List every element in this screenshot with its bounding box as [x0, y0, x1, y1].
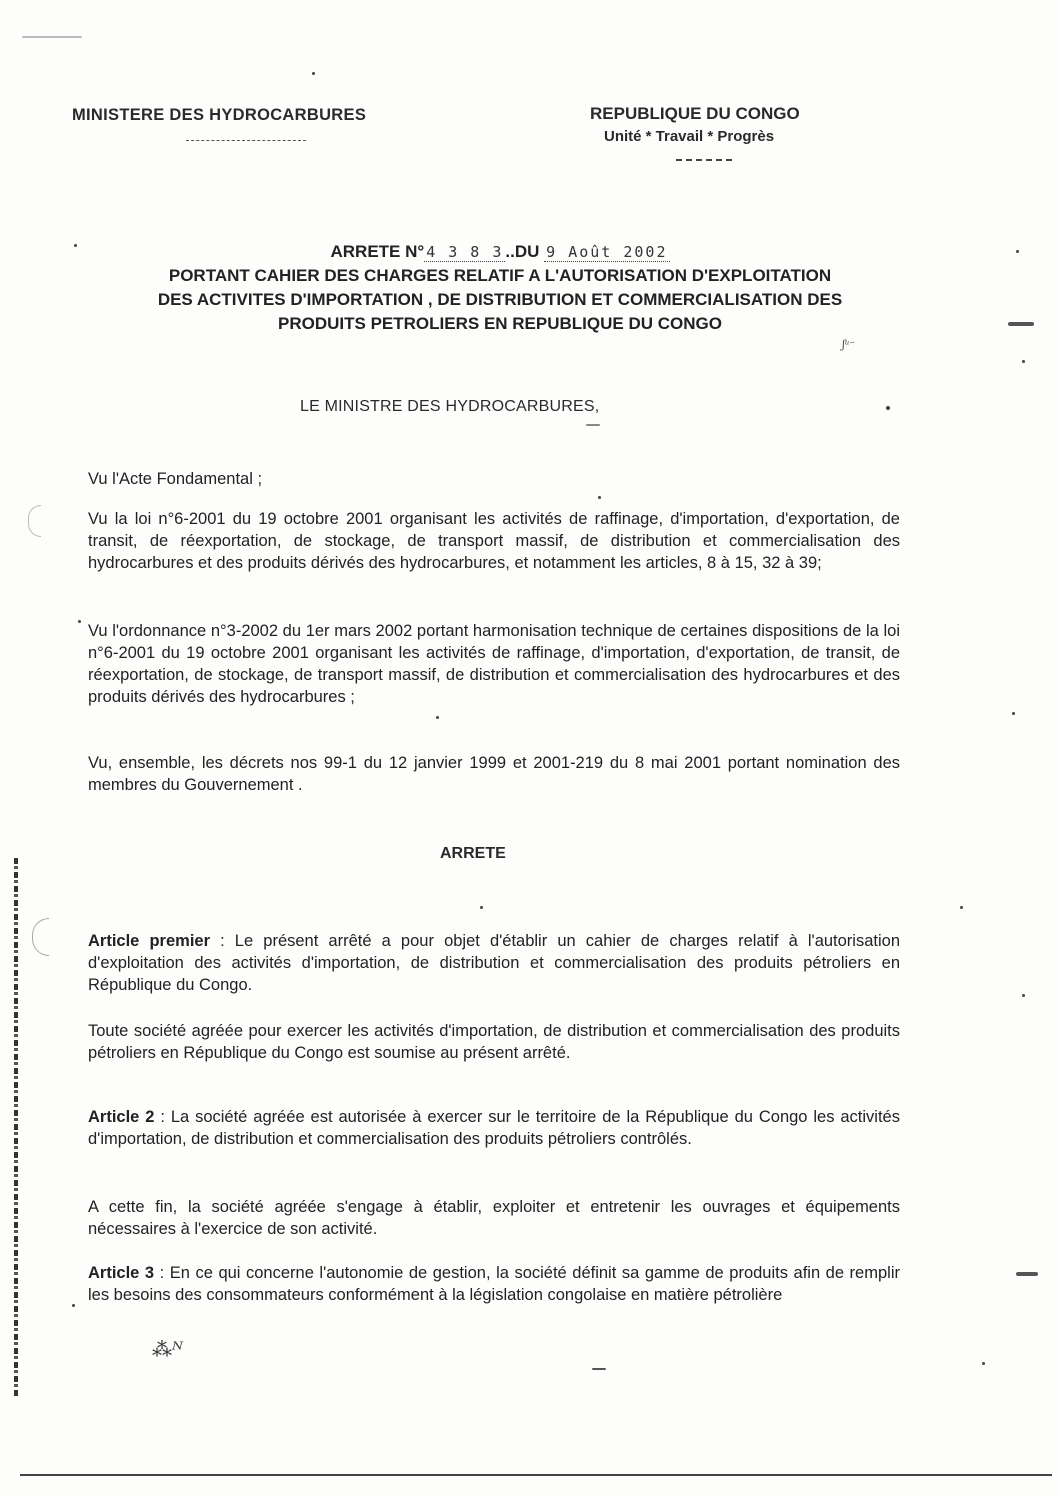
minister-heading: LE MINISTRE DES HYDROCARBURES,: [300, 398, 600, 415]
scan-speck: [982, 1362, 985, 1365]
title-line-1: PORTANT CAHIER DES CHARGES RELATIF A L'AUTORISATION D'EXPLOITATION: [168, 266, 832, 285]
article-premier: [88, 930, 900, 996]
scan-bracket-mark-2: [28, 505, 41, 537]
article-label: Article premier: [88, 932, 210, 950]
scan-speck: [1022, 360, 1025, 363]
margin-scribble: ʃᵘ⁻: [842, 338, 856, 351]
scan-speck: [74, 244, 77, 247]
handwritten-initials: ⁂ᴺ: [152, 1337, 184, 1361]
arrete-heading: ARRETE: [440, 845, 506, 862]
scan-speck: [886, 406, 890, 410]
du-label: DU: [514, 242, 540, 261]
scan-bracket-mark: [32, 918, 49, 956]
visa-3: Vu l'ordonnance n°3-2002 du 1er mars 2002 portant harmonisation technique de certaines dispositions de la loi n°6-2001 du 19 octobre 2001 organisant les activités de raffinage, d'importation, d'exportation, de transit, de réexportation, de stockage, de transport massif, de distribution et commercialisation des hydrocarbures et des produits dérivés des hydrocarbures ;: [88, 622, 900, 706]
arrete-prefix: ARRETE N°: [330, 242, 425, 261]
article-2: [88, 1106, 900, 1150]
scan-speck: [1012, 712, 1015, 715]
scan-left-edge: [14, 858, 18, 1398]
motto: Unité * Travail * Progrès: [604, 128, 775, 145]
title-line-3: PRODUITS PETROLIERS EN REPUBLIQUE DU CONGO: [278, 314, 722, 333]
article-text: : La société agréée est autorisée à exercer sur le territoire de la République du Congo les activités d'importation, de distribution et commercialisation des produits pétroliers contrôlés.: [88, 1108, 900, 1148]
scan-speck: [960, 906, 963, 909]
scan-smudge: [592, 1368, 606, 1370]
document-title: [60, 240, 940, 336]
article-2-para-2: A cette fin, la société agréée s'engage à établir, exploiter et entretenir les ouvrages et équipements nécessaires à l'exercice de son activité.: [88, 1198, 900, 1238]
scan-speck: [436, 716, 439, 719]
scan-speck: [72, 1304, 75, 1307]
article-3: [88, 1262, 900, 1306]
ministry-header: MINISTERE DES HYDROCARBURES: [72, 106, 367, 124]
header-right-rule: [676, 159, 732, 161]
article-premier-para-2: Toute société agréée pour exercer les activités d'importation, de distribution et commercialisation des produits pétroliers en République du Congo est soumise au présent arrêté.: [88, 1022, 900, 1062]
scan-speck: [78, 620, 81, 623]
scan-smudge: [1016, 1272, 1038, 1276]
visa-1: Vu l'Acte Fondamental ;: [88, 470, 263, 488]
scan-smudge: [22, 36, 82, 38]
title-line-2: DES ACTIVITES D'IMPORTATION , DE DISTRIBUTION ET COMMERCIALISATION DES: [157, 290, 843, 309]
header-left-rule: [186, 140, 306, 141]
scan-speck: [1016, 250, 1019, 253]
scan-speck: [598, 496, 601, 499]
article-text: : Le présent arrêté a pour objet d'établir un cahier de charges relatif à l'autorisation d'exploitation des activités d'importation, de distribution et commercialisation des produits pétroliers en République du Congo.: [88, 932, 901, 994]
scan-speck: [1022, 994, 1025, 997]
visa-2: Vu la loi n°6-2001 du 19 octobre 2001 organisant les activités de raffinage, d'importation, d'exportation, de transit, de réexportation, de stockage, de transport massif, de distribution et commercialisation des hydrocarbures et des produits dérivés des hydrocarbures, et notamment les articles, 8 à 15, 32 à 39;: [88, 510, 900, 572]
arrete-number-line: ARRETE N° 4 3 8 3 ..DU 9 Août 2002: [330, 242, 668, 261]
scan-bottom-edge: [20, 1474, 1052, 1476]
article-label: Article 2: [88, 1108, 155, 1126]
scan-speck: [312, 72, 315, 75]
scan-speck: [480, 906, 483, 909]
arrete-number: 4 3 8 3: [426, 243, 504, 261]
article-label: Article 3: [88, 1264, 155, 1282]
republic-header: REPUBLIQUE DU CONGO: [590, 104, 800, 123]
scan-smudge: [586, 424, 600, 426]
article-text: : En ce qui concerne l'autonomie de gestion, la société définit sa gamme de produits afin de remplir les besoins des consommateurs conformément à la législation congolaise en matière pétrolière: [88, 1264, 900, 1304]
scan-smudge: [1008, 322, 1034, 326]
arrete-date: 9 Août 2002: [546, 243, 668, 261]
visa-4: Vu, ensemble, les décrets nos 99-1 du 12 janvier 1999 et 2001-219 du 8 mai 2001 portant nomination des membres du Gouvernement .: [88, 754, 900, 794]
